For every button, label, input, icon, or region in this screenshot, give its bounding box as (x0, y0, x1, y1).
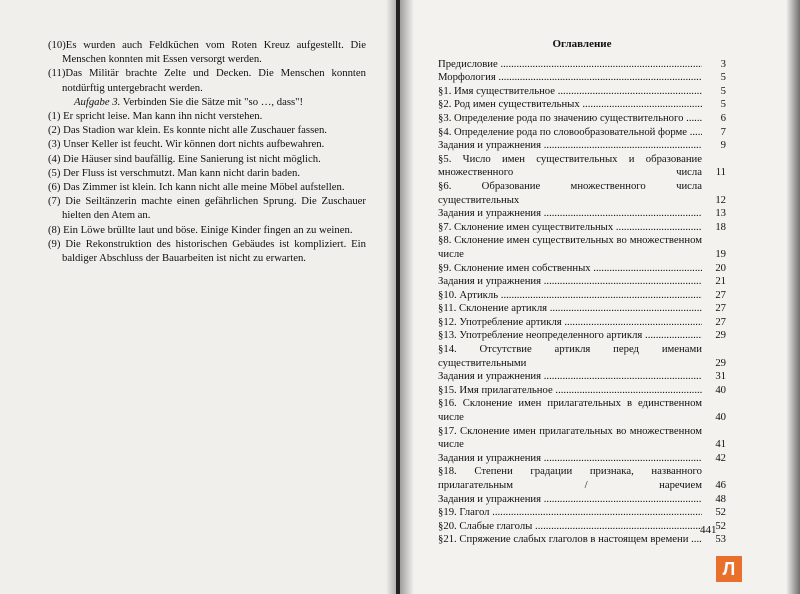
toc-entry-title: §16. Склонение имен прилагательных в единственном числе ..... (438, 397, 702, 424)
toc-entry-page: 40 (715, 383, 726, 396)
toc-entry (438, 425, 726, 452)
toc-entry-page: 52 (715, 506, 726, 519)
exercise-item-8: (8) Ein Löwe brüllte laut und böse. Einige Kinder fingen an zu weinen. (48, 223, 353, 236)
toc-entry-page: 11 (715, 166, 726, 179)
toc-entry-title: §12. Употребление артикля ..... (438, 316, 702, 330)
toc-entry (438, 343, 726, 370)
toc-list (438, 58, 726, 547)
toc-entry (438, 262, 726, 276)
toc-entry (438, 370, 726, 384)
toc-entry-page: 27 (715, 302, 726, 315)
task-text: Verbinden Sie die Sätze mit "so …, dass"! (120, 95, 304, 108)
toc-entry (438, 520, 726, 534)
toc-entry (438, 153, 726, 180)
toc-entry (438, 506, 726, 520)
exercise-item-9: (9) Die Rekonstruktion des historischen Gebäudes ist kompliziert. Ein baldiger Abschluss der Bauarbeiten ist nicht zu erwarten. (48, 237, 366, 265)
toc-entry-page: 27 (715, 315, 726, 328)
toc-entry (438, 302, 726, 316)
exercise-item-5: (5) Der Fluss ist verschmutzt. Man kann nicht darin baden. (48, 166, 300, 179)
toc-entry-title: §6. Образование множественного числа существительных ..... (438, 180, 702, 207)
toc-entry-page: 27 (715, 288, 726, 301)
exercise-item-7: (7) Die Seiltänzerin machte einen gefährlichen Sprung. Die Zuschauer hielten den Atem an. (48, 195, 366, 222)
toc-entry-page: 5 (720, 71, 726, 84)
toc-entry-page: 13 (715, 207, 726, 220)
exercise-item-3: (3) Unser Keller ist feucht. Wir können dort nichts aufbewahren. (48, 138, 325, 151)
toc-entry-page: 53 (715, 533, 726, 546)
exercise-item-2: (2) Das Stadion war klein. Es konnte nicht alle Zuschauer fassen. (48, 124, 327, 137)
task-label: Aufgabe 3. (74, 95, 121, 108)
toc-entry (438, 289, 726, 303)
toc-entry-page: 7 (720, 125, 726, 138)
exercise-text (48, 38, 366, 265)
toc-entry-title: Задания и упражнения ..... (438, 207, 702, 221)
toc-entry-page: 29 (715, 356, 726, 369)
toc-entry-title: §3. Определение рода по значению существительного ..... (438, 112, 702, 126)
toc-entry-title: §2. Род имен существительных ..... (438, 98, 702, 112)
labirint-logo-icon: Л (716, 556, 742, 582)
toc-entry-title: §4. Определение рода по словообразовательной форме ..... (438, 126, 702, 140)
toc-entry (438, 316, 726, 330)
toc-entry (438, 207, 726, 221)
toc-entry-page: 9 (720, 139, 726, 152)
toc-title: Оглавление (552, 38, 612, 50)
toc-entry-page: 52 (715, 519, 726, 532)
toc-entry (438, 493, 726, 507)
table-of-contents (438, 38, 726, 547)
toc-entry-title: Задания и упражнения ..... (438, 493, 702, 507)
toc-entry (438, 126, 726, 140)
toc-entry-page: 12 (715, 193, 726, 206)
toc-entry-title: §15. Имя прилагательное ..... (438, 384, 702, 398)
toc-entry (438, 98, 726, 112)
toc-entry-title: §13. Употребление неопределенного артикля ..... (438, 329, 702, 343)
toc-entry (438, 58, 726, 72)
toc-entry-title: §10. Артикль ..... (438, 289, 702, 303)
toc-entry (438, 71, 726, 85)
toc-entry-title: Предисловие ..... (438, 58, 702, 72)
toc-entry (438, 234, 726, 261)
exercise-item-1: (1) Er spricht leise. Man kann ihn nicht verstehen. (48, 110, 263, 123)
toc-entry (438, 139, 726, 153)
toc-entry-title: §7. Склонение имен существительных ..... (438, 221, 702, 235)
toc-entry (438, 112, 726, 126)
toc-entry (438, 221, 726, 235)
toc-entry-title: Задания и упражнения ..... (438, 275, 702, 289)
toc-entry (438, 452, 726, 466)
task-heading (48, 95, 366, 109)
toc-entry-page: 19 (715, 247, 726, 260)
toc-entry-title: §17. Склонение имен прилагательных во множественном числе ..... (438, 425, 702, 452)
toc-entry-page: 40 (715, 411, 726, 424)
toc-entry (438, 275, 726, 289)
toc-entry-title: §20. Слабые глаголы ..... (438, 520, 702, 534)
toc-entry-title: §19. Глагол ..... (438, 506, 702, 520)
toc-entry-page: 48 (715, 492, 726, 505)
toc-entry-page: 29 (715, 329, 726, 342)
toc-entry-title: §21. Спряжение слабых глаголов в настоящем времени ..... (438, 533, 702, 547)
toc-entry (438, 397, 726, 424)
exercise-item-4: (4) Die Häuser sind baufällig. Eine Sanierung ist nicht möglich. (48, 152, 321, 165)
toc-entry-title: §1. Имя существительное ..... (438, 85, 702, 99)
toc-entry-page: 20 (715, 261, 726, 274)
toc-entry-page: 6 (720, 111, 726, 124)
page-number: 441 (700, 524, 717, 536)
exercise-item-6: (6) Das Zimmer ist klein. Ich kann nicht alle meine Möbel aufstellen. (48, 181, 345, 194)
toc-entry (438, 384, 726, 398)
toc-entry (438, 329, 726, 343)
toc-entry-title: §14. Отсутствие артикля перед именами существительными ..... (438, 343, 702, 370)
toc-entry-page: 21 (715, 275, 726, 288)
toc-entry-title: Морфология ..... (438, 71, 702, 85)
toc-entry (438, 465, 726, 492)
toc-entry-page: 41 (715, 438, 726, 451)
toc-entry-title: §9. Склонение имен собственных ..... (438, 262, 702, 276)
toc-entry-title: §11. Склонение артикля ..... (438, 302, 702, 316)
toc-entry-page: 31 (715, 370, 726, 383)
toc-entry-title: Задания и упражнения ..... (438, 139, 702, 153)
toc-entry (438, 180, 726, 207)
toc-entry-page: 5 (720, 84, 726, 97)
toc-entry-page: 46 (715, 479, 726, 491)
toc-entry-title: §18. Степени градации признака, названного прилагательным / наречием ..... (438, 465, 702, 492)
toc-entry (438, 533, 726, 547)
toc-entry-title: Задания и упражнения ..... (438, 370, 702, 384)
toc-entry-page: 18 (715, 220, 726, 233)
toc-entry-page: 42 (715, 451, 726, 464)
toc-entry (438, 85, 726, 99)
sentence-11: (11)Das Militär brachte Zelte und Decken. Die Menschen konnten notdürftig untergebracht werden. (48, 67, 366, 94)
toc-entry-title: Задания и упражнения ..... (438, 452, 702, 466)
toc-entry-title: §5. Число имен существительных и образование множественного числа ..... (438, 153, 702, 180)
toc-entry-title: §8. Склонение имен существительных во множественном числе ..... (438, 234, 702, 261)
toc-entry-page: 5 (720, 98, 726, 111)
toc-entry-page: 3 (720, 57, 726, 70)
sentence-10: (10)Es wurden auch Feldküchen vom Roten Kreuz aufgestellt. Die Menschen konnten mit Essen versorgt werden. (48, 39, 366, 66)
